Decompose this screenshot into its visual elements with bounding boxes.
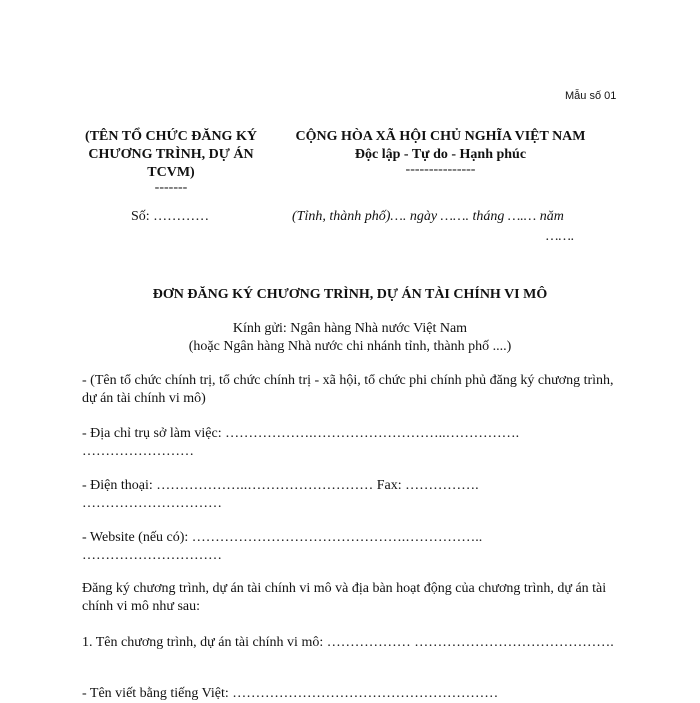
- nation-name: CỘNG HÒA XÃ HỘI CHỦ NGHĨA VIỆT NAM: [295, 129, 586, 144]
- address-field: - Địa chỉ trụ sở làm việc: ……………….………………………..……………. ……………………: [82, 426, 520, 459]
- organization-header: [80, 128, 262, 194]
- document-number: Số: …………: [131, 209, 210, 224]
- national-motto: Độc lập - Tự do - Hạnh phúc: [354, 147, 527, 162]
- organization-name-field: - (Tên tổ chức chính trị, tổ chức chính trị - xã hội, tổ chức phi chính phủ đăng ký chương trình, dự án tài chính vi mô): [82, 373, 614, 406]
- organization-name: (TÊN TỔ CHỨC ĐĂNG KÝ CHƯƠNG TRÌNH, DỰ ÁN TCVM): [85, 129, 257, 180]
- phone-fax-field: - Điện thoại: ………………..……………………… Fax: ……………. …………………………: [82, 478, 479, 511]
- form-code: Mẫu số 01: [565, 90, 617, 102]
- organization-divider: -------: [154, 180, 188, 195]
- registration-statement: Đăng ký chương trình, dự án tài chính vi mô và địa bàn hoạt động của chương trình, dự án tài chính vi mô như sau:: [82, 581, 607, 614]
- motto-divider: ---------------: [405, 162, 476, 177]
- vietnamese-name-field: - Tên viết bằng tiếng Việt: …………………………………………………: [82, 686, 499, 701]
- document-title: ĐƠN ĐĂNG KÝ CHƯƠNG TRÌNH, DỰ ÁN TÀI CHÍNH VI MÔ: [152, 287, 548, 302]
- website-field: - Website (nếu có): ……………………………………….…………….. …………………………: [82, 530, 483, 563]
- program-name-field: 1. Tên chương trình, dự án tài chính vi mô: ……………… …………………………………….: [82, 635, 614, 650]
- place-date-line: (Tỉnh, thành phố)…. ngày ……. tháng ….… năm: [292, 209, 564, 224]
- recipient-alternate: (hoặc Ngân hàng Nhà nước chi nhánh tỉnh, thành phố ....): [188, 339, 512, 354]
- recipient-line: Kính gửi: Ngân hàng Nhà nước Việt Nam: [232, 321, 468, 336]
- national-header: [268, 128, 613, 176]
- recipient-block: [0, 320, 700, 356]
- place-date-continuation: …….: [546, 229, 575, 244]
